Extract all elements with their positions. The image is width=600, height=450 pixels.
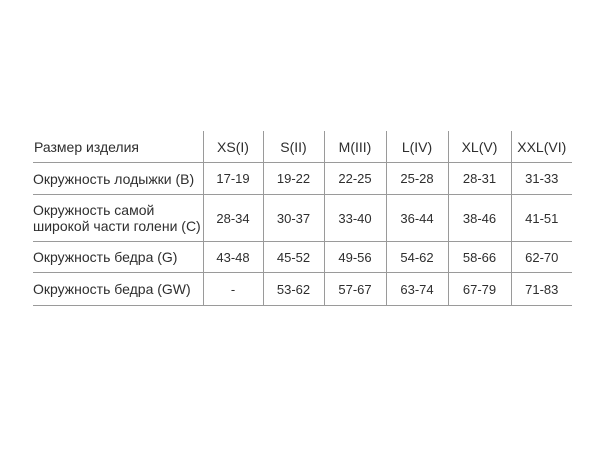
row-label: Окружность лодыжки (В) [33,163,203,195]
header-size-xl: XL(V) [448,131,511,163]
header-size-xs: XS(I) [203,131,263,163]
header-size-l: L(IV) [386,131,448,163]
cell-value: 41-51 [511,195,572,242]
cell-value: 71-83 [511,273,572,306]
cell-value: 22-25 [324,163,386,195]
header-row [33,131,572,163]
cell-value: 54-62 [386,242,448,273]
cell-value: 33-40 [324,195,386,242]
cell-value: 49-56 [324,242,386,273]
cell-value: 25-28 [386,163,448,195]
cell-value: 30-37 [263,195,324,242]
row-hip-circumference-g [33,242,572,273]
row-hip-circumference-gw [33,273,572,306]
row-label: Окружность бедра (G) [33,242,203,273]
header-size-s: S(II) [263,131,324,163]
header-product-size: Размер изделия [33,131,203,163]
cell-value: 63-74 [386,273,448,306]
cell-value: 19-22 [263,163,324,195]
cell-value: 38-46 [448,195,511,242]
cell-value: 62-70 [511,242,572,273]
size-chart-table [33,131,572,306]
cell-value: 36-44 [386,195,448,242]
cell-value: 57-67 [324,273,386,306]
cell-value: 53-62 [263,273,324,306]
cell-value: 45-52 [263,242,324,273]
cell-value: 31-33 [511,163,572,195]
header-size-xxl: XXL(VI) [511,131,572,163]
row-label: Окружность бедра (GW) [33,273,203,306]
cell-value: 28-34 [203,195,263,242]
cell-value: 43-48 [203,242,263,273]
header-size-m: M(III) [324,131,386,163]
row-ankle-circumference [33,163,572,195]
cell-value: 58-66 [448,242,511,273]
size-table [33,131,572,306]
row-label: Окружность самой широкой части голени (С) [33,195,203,242]
cell-value: - [203,273,263,306]
cell-value: 67-79 [448,273,511,306]
cell-value: 28-31 [448,163,511,195]
cell-value: 17-19 [203,163,263,195]
row-calf-circumference [33,195,572,242]
